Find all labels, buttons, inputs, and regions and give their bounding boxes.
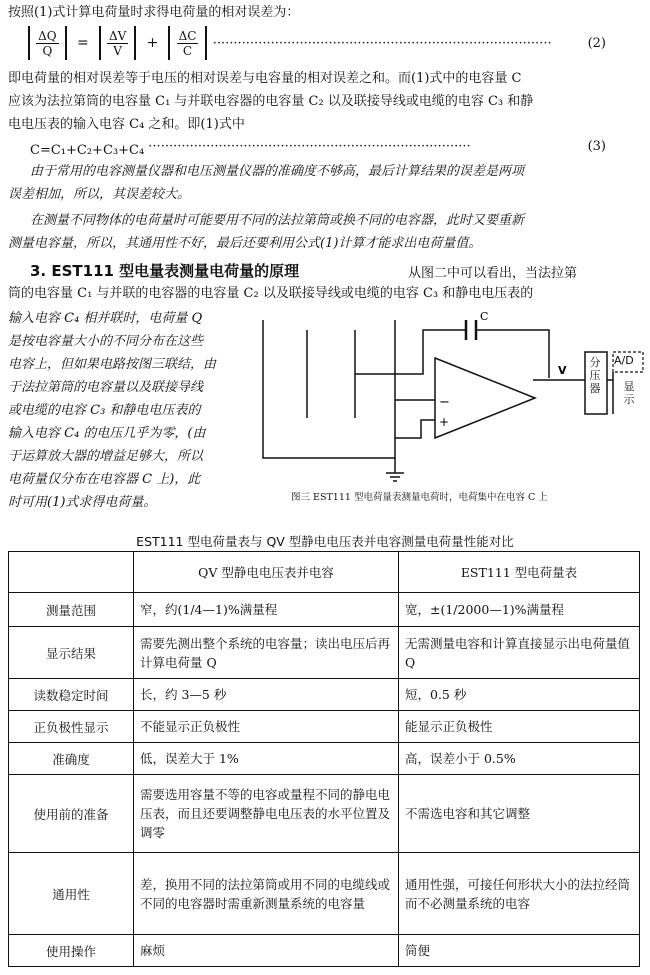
left-column-line: 或电缆的电容 C₃ 和静电电压表的	[8, 403, 201, 418]
paragraph-line: 应该为法拉第筒的电容量 C₁ 与并联电容器的电容量 C₂ 以及联接导线或电缆的电容 C₃ 和静	[8, 94, 534, 109]
table-row	[9, 627, 640, 679]
equation-3-text: C=C₁+C₂+C₃+C₄	[30, 143, 145, 158]
paragraph-line: 电电压表的输入电容 C₄ 之和。即(1)式中	[8, 117, 245, 132]
qv-cell: 麻烦	[134, 935, 399, 967]
row-label: 读数稳定时间	[9, 679, 134, 711]
est-cell: 能显示正负极性	[399, 711, 640, 743]
est-cell: 简便	[399, 935, 640, 967]
paragraph-line: 在测量不同物体的电荷量时可能要用不同的法拉第筒或换不同的电容器，此时又要重新	[30, 213, 525, 228]
est-cell: 无需测量电容和计算直接显示出电荷量值 Q	[399, 627, 640, 679]
abs-bar	[28, 26, 30, 60]
left-column-line: 电荷量仅分布在电容器 C 上)，此	[8, 472, 201, 487]
equation-number-3: (3)	[587, 139, 606, 154]
adc-label: A/D	[614, 354, 634, 367]
left-column-line: 于法拉第筒的电容量以及联接导线	[8, 380, 204, 395]
paragraph-line: 测量电容量，所以，其通用性不好，最后还要利用公式(1)计算才能求出电荷量值。	[8, 236, 482, 251]
table-row	[9, 679, 640, 711]
est-cell: 高，误差小于 0.5%	[399, 743, 640, 775]
header-cell	[9, 552, 134, 593]
ground-icon	[386, 473, 404, 481]
plus-sign: +	[146, 35, 159, 51]
leader-dots: ··············································································	[148, 139, 471, 154]
capacitor-label: C	[480, 310, 489, 323]
output-voltage-label: V	[558, 364, 567, 377]
table-header-row	[9, 552, 640, 593]
paragraph-line: 误差相加，所以，其误差较大。	[8, 187, 191, 202]
section-first-line: 从图二中可以看出，当法拉第	[408, 266, 578, 281]
fraction-v: $\frac{\Delta V}{V}$	[108, 28, 127, 58]
circuit-diagram	[255, 308, 647, 484]
left-column-line: 输入电容 C₄ 相并联时，电荷量 Q	[8, 311, 203, 326]
row-label: 使用操作	[9, 935, 134, 967]
qv-cell: 需要选用容量不等的电容或量程不同的静电电压表，而且还要调整静电电压表的水平位置及调零	[134, 775, 399, 853]
equation-number-2: (2)	[587, 36, 606, 51]
qv-cell: 窄，约(1/4—1)%满量程	[134, 593, 399, 627]
leader-dots: ··················································································	[212, 35, 552, 51]
equation-2	[26, 26, 578, 62]
fraction-q: $\frac{\Delta Q}{Q}$	[38, 28, 57, 58]
est-cell: 宽，±(1/2000—1)%满量程	[399, 593, 640, 627]
faraday-cup	[263, 320, 395, 458]
svg-text:−: −	[439, 395, 450, 410]
qv-cell: 不能显示正负极性	[134, 711, 399, 743]
paragraph-line: 即电荷量的相对误差等于电压的相对误差与电容量的相对误差之和。而(1)式中的电容量 C	[8, 71, 522, 86]
intro-line: 按照(1)式计算电荷量时求得电荷量的相对误差为：	[8, 5, 300, 20]
header-cell: QV 型静电电压表并电容	[134, 552, 399, 593]
svg-text:+: +	[439, 415, 450, 429]
equals-sign: =	[76, 35, 89, 51]
row-label: 测量范围	[9, 593, 134, 627]
table-row	[9, 853, 640, 935]
qv-cell: 差，换用不同的法拉第筒或用不同的电缆线或不同的电容器时需重新测量系统的电容量	[134, 853, 399, 935]
abs-bar	[65, 26, 67, 60]
row-label: 通用性	[9, 853, 134, 935]
table-row	[9, 593, 640, 627]
row-label: 准确度	[9, 743, 134, 775]
comparison-table	[8, 551, 640, 967]
abs-bar	[99, 26, 101, 60]
est-cell: 不需选电容和其它调整	[399, 775, 640, 853]
table-row	[9, 935, 640, 967]
table-row	[9, 775, 640, 853]
paragraph-line: 由于常用的电容测量仪器和电压测量仪器的准确度不够高，最后计算结果的误差是两项	[30, 164, 525, 179]
row-label: 显示结果	[9, 627, 134, 679]
table-row	[9, 711, 640, 743]
divider-label: 分压器	[589, 356, 601, 395]
capacitor-c	[466, 320, 476, 340]
abs-bar	[205, 26, 207, 60]
qv-cell: 长，约 3—5 秒	[134, 679, 399, 711]
left-column-line: 时可用(1)式求得电荷量。	[8, 495, 157, 510]
abs-bar	[134, 26, 136, 60]
abs-bar	[168, 26, 170, 60]
qv-cell: 需要先测出整个系统的电容量；读出电压后再计算电荷量 Q	[134, 627, 399, 679]
table-title: EST111 型电荷量表与 QV 型静电电压表并电容测量电荷量性能对比	[136, 534, 514, 549]
display-label: 显示	[623, 380, 635, 406]
left-column-line: 输入电容 C₄ 的电压几乎为零，(由	[8, 426, 206, 441]
equation-3	[30, 139, 553, 158]
qv-cell: 低，误差大于 1%	[134, 743, 399, 775]
figure-caption: 图三 EST111 型电荷量表测量电荷时，电荷集中在电容 C 上	[291, 492, 548, 503]
est-cell: 短，0.5 秒	[399, 679, 640, 711]
left-column-line: 是按电容量大小的不同分布在这些	[8, 334, 204, 349]
row-label: 使用前的准备	[9, 775, 134, 853]
fraction-c: $\frac{\Delta C}{C}$	[178, 28, 197, 58]
row-label: 正负极性显示	[9, 711, 134, 743]
section-heading: 3. EST111 型电量表测量电荷量的原理	[30, 262, 300, 280]
op-amp	[435, 358, 535, 438]
table-row	[9, 743, 640, 775]
left-column-line: 电容上，但如果电路按图三联结，由	[8, 357, 217, 372]
paragraph-line: 筒的电容量 C₁ 与并联的电容器的电容量 C₂ 以及联接导线或电缆的电容 C₃ 和静电电压表的	[8, 286, 534, 301]
left-column-line: 于运算放大器的增益足够大，所以	[8, 449, 204, 464]
header-cell: EST111 型电荷量表	[399, 552, 640, 593]
est-cell: 通用性强，可接任何形状大小的法拉经筒而不必测量系统的电容	[399, 853, 640, 935]
